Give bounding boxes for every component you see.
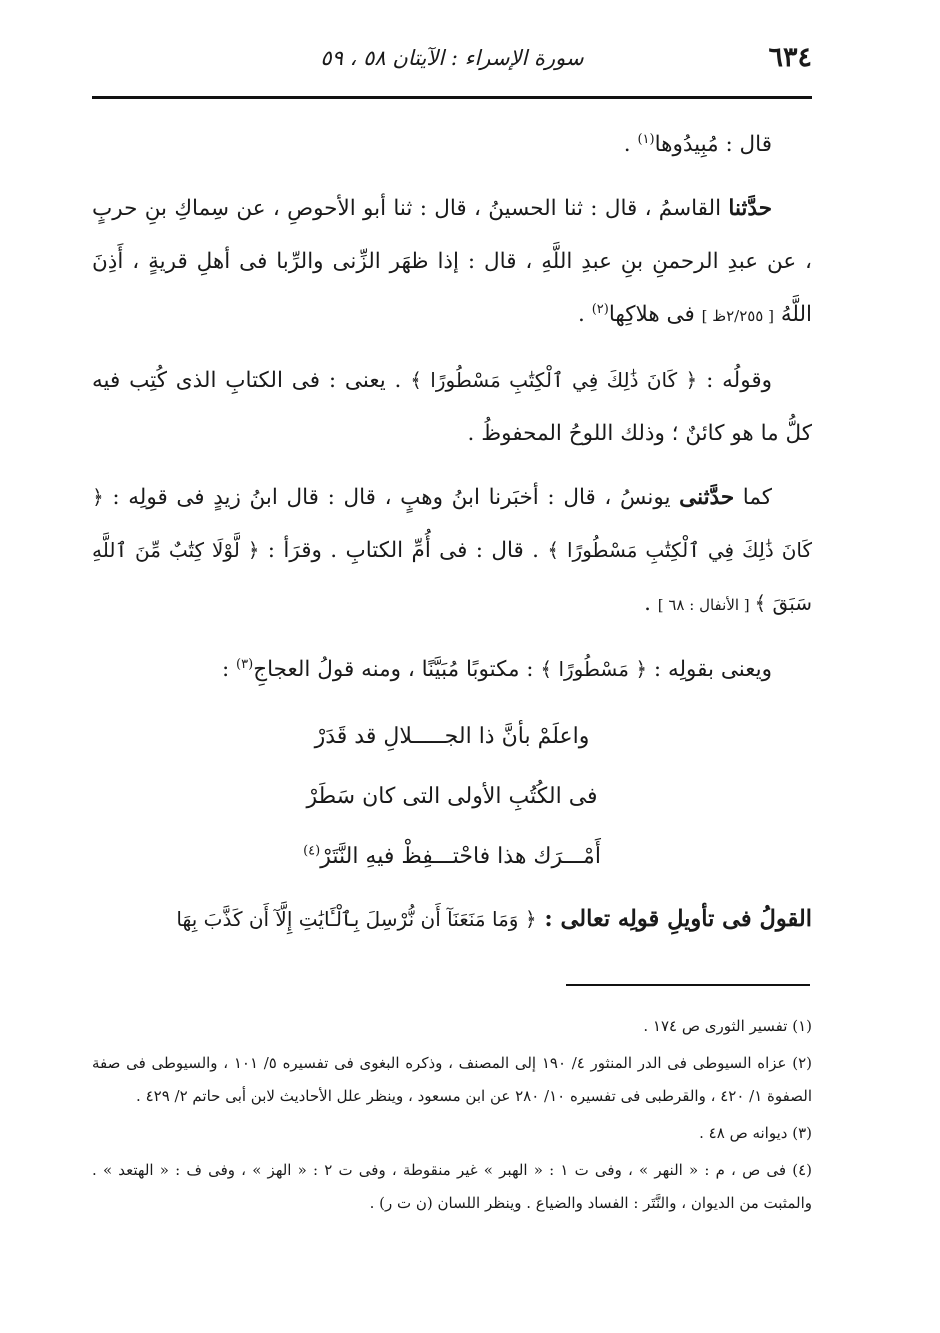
p3-text2: . يعنى : فى الكتابِ الذى كُتِب فيه كلُّ ما هو كائنٌ ؛ وذلك اللوحُ المحفوظُ . [92,368,812,446]
footnote-ref-4[interactable]: (٤) [303,843,321,859]
p4-quran: ﴿ كَانَ ذَٰلِكَ فِي ٱلْكِتَٰبِ مَسْطُورًا ﴾ [92,485,813,562]
p5-text2: : مكتوبًا مُبَيَّنًا ، ومنه قولُ العجاجِ [253,657,541,682]
running-title: سورة الإسراء : الآيتان ٥٨ ، ٥٩ [320,46,584,70]
p2-end: . [578,302,592,327]
poem-verse-1: واعلَمْ بأنَّ ذا الجـــــلالِ قد قَدَرْ [314,724,590,749]
paragraph-2 [92,182,812,343]
header-rule [92,96,812,99]
p4-text: يونسُ ، قال : أخبَرنا ابنُ وهبٍ ، قال : قال ابنُ زيدٍ فى قولِه : [103,485,680,510]
heading-label: القولُ فى تأويلِ قولِه تعالى : [536,906,812,932]
p3-quran: ﴿ كَانَ ذَٰلِكَ فِي ٱلْكِتَٰبِ مَسْطُورًا ﴾ [410,368,698,392]
footnote-ref-1[interactable]: (١) [637,131,655,147]
footnote-2: (٢) عزاه السيوطى فى الدر المنثور ٤/ ١٩٠ إلى المصنف ، وذكره البغوى فى تفسيره ٥/ ١٠١ ، والسيوطى فى صفة الصفوة ١/ ٤٢٠ ، والقرطبى فى تفسيره ١٠/ ٢٨٠ عن ابن مسعود ، وينظر علل الأحاديث لابن أبى حاتم ٢/ ٤٢٩ . [92,1054,812,1105]
heading-quran: ﴿ وَمَا مَنَعَنَآ أَن نُّرْسِلَ بِٱلْـَٔايَٰتِ إِلَّآ أَن كَذَّبَ بِهَا [176,907,537,931]
p4-pre: كما [734,485,772,510]
p1-end: . [623,132,638,157]
footnote-4: (٤) فى ص ، م : « النهر » ، وفى ت ١ : « الهبر » غير منقوطة ، وفى ت ٢ : « الهز » ، وفى ف : « الهتعد » . والمثبت من الديوان ، والنَّتَر : الفساد والضياع . وينظر اللسان (ن ت ر) . [92,1161,813,1212]
p4-quran-2: ﴿ لَّوْلَا كِتَٰبٌ مِّنَ ٱللَّهِ سَبَقَ ﴾ [92,538,812,615]
page-header [92,42,812,86]
p4-surah-ref: [ الأنفال : ٦٨ ] [657,596,755,614]
poem-verse-3-text: أَمْـــرَك هذا فاحْتـــفِظْ فيهِ النَّتَرْ [320,844,601,869]
p5-quran: ﴿ مَسْطُورًا ﴾ [540,657,648,681]
paragraph-4 [92,471,812,632]
p3-text: وقولُه : [697,368,772,393]
p5-text: ويعنى بقولِه : [647,657,772,682]
paragraph-5 [92,643,812,696]
p4-lead: حدَّثنى [679,485,735,510]
p4-end: . [644,591,658,616]
footnotes [92,1010,812,1224]
poem-verse-2: فى الكُتُبِ الأولى التى كان سَطَرْ [306,784,598,809]
page-number: ٦٣٤ [768,42,812,73]
paragraph-3 [92,354,812,460]
poem-verse-3 [92,827,812,887]
footnote-1: (١) تفسير الثورى ص ١٧٤ . [643,1017,812,1035]
p1-text: قال : مُبِيدُوها [654,132,772,157]
p2-text: القاسمُ ، قال : ثنا الحسينُ ، قال : ثنا أبو الأحوصِ ، عن سِماكِ بنِ حربٍ ، عن عبدِ الرحمنِ بنِ عبدِ اللَّهِ ، قال : إذا ظهَر الزِّنى والرِّبا فى أهلِ قريةٍ ، أَذِنَ اللَّهُ [92,196,812,327]
paragraph-1 [92,118,812,171]
footnote-3: (٣) ديوانه ص ٤٨ . [699,1124,812,1142]
footnote-rule [566,984,810,986]
main-text [92,118,812,957]
p5-end: : [221,657,237,682]
p2-manuscript-ref: [ ٢/٢٥٥ظ ] [701,307,774,325]
footnote-ref-2[interactable]: (٢) [591,301,609,317]
p4-text2: . قال : فى أُمِّ الكتابِ . وقرَأ : [259,538,548,563]
section-heading [92,893,812,946]
p2-lead: حدَّثنا [728,196,772,221]
p2-text2: فى هلاكِها [608,302,702,327]
footnote-ref-3[interactable]: (٣) [236,656,254,672]
